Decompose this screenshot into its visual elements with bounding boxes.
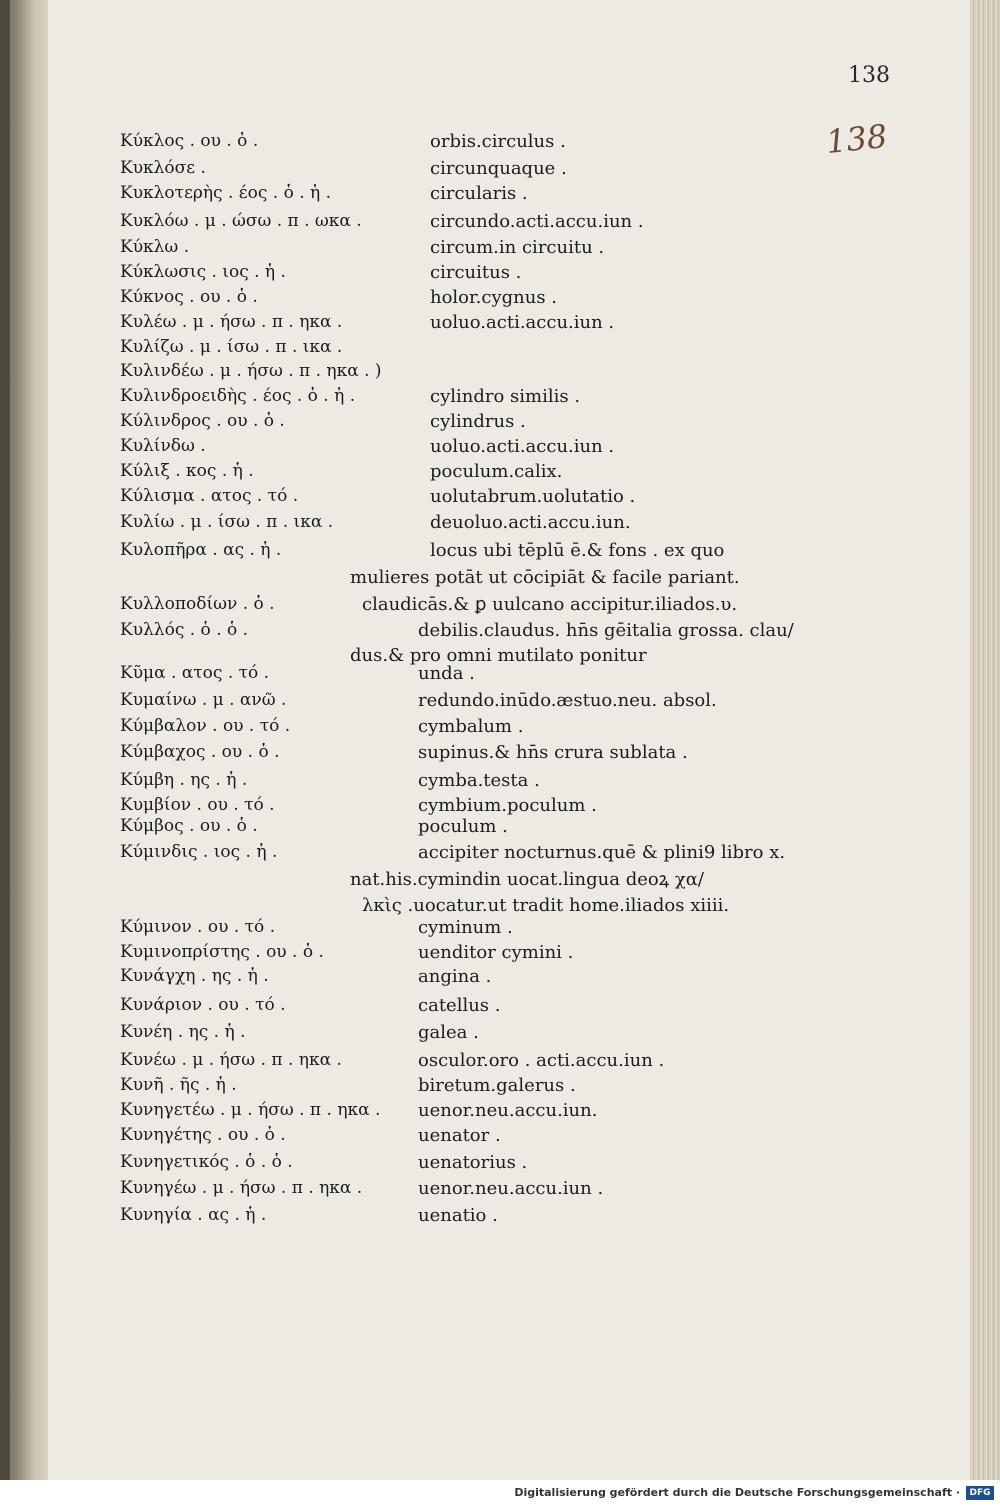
printed-folio-number: 138 — [848, 63, 890, 88]
entry-latin-gloss: angina . — [418, 966, 492, 987]
entry-latin-gloss: debilis.claudus. hn̄s gēitalia grossa. clau/ — [418, 620, 794, 641]
entry-latin-gloss: claudicās.& ꝑ uulcano accipitur.iliados.υ. — [362, 594, 738, 615]
entry-latin-gloss: holor.cygnus . — [430, 287, 558, 308]
entry-greek-headword: Κυνηγετέω . μ . ήσω . π . ηκα . — [120, 1100, 381, 1120]
entry-latin-gloss: cymbalum . — [418, 716, 524, 737]
entry-greek-headword: Κυλλοποδίων . ὁ . — [120, 594, 275, 614]
entry-latin-gloss: accipiter nocturnus.quē & plini9 libro x. — [418, 842, 786, 863]
handwritten-folio-number: 138 — [824, 116, 889, 162]
entry-latin-gloss: uenor.neu.accu.iun. — [418, 1100, 598, 1121]
entry-greek-headword: Κύλισμα . ατος . τό . — [120, 486, 299, 506]
entry-latin-gloss: λκὶς .uocatur.ut tradit home.iliados xiiii. — [362, 895, 730, 916]
entry-greek-headword: Κύκλω . — [120, 237, 190, 257]
funding-credit: Digitalisierung gefördert durch die Deutsche Forschungsgemeinschaft · — [514, 1486, 960, 1499]
entry-greek-headword: Κύκλος . ου . ὁ . — [120, 131, 259, 151]
entry-latin-gloss: locus ubi tēplū ē.& fons . ex quo — [430, 540, 725, 561]
entry-greek-headword: Κυμβίον . ου . τό . — [120, 795, 275, 815]
entry-latin-gloss: dus.& pro omni mutilato ponitur — [350, 645, 647, 666]
entry-latin-gloss: redundo.inūdo.æstuo.neu. absol. — [418, 690, 717, 711]
entry-greek-headword: Κυμαίνω . μ . ανῶ . — [120, 690, 287, 710]
entry-latin-gloss: circum.in circuitu . — [430, 237, 605, 258]
entry-latin-gloss: circuitus . — [430, 262, 522, 283]
entry-greek-headword: Κυνηγέτης . ου . ὁ . — [120, 1125, 286, 1145]
entry-greek-headword: Κύμβη . ης . ἡ . — [120, 770, 248, 790]
entry-greek-headword: Κυκλόσε . — [120, 158, 206, 178]
entry-greek-headword: Κυνηγετικός . ὁ . ὁ . — [120, 1152, 293, 1172]
entry-latin-gloss: circunquaque . — [430, 158, 567, 179]
entry-greek-headword: Κυνηγέω . μ . ήσω . π . ηκα . — [120, 1178, 363, 1198]
entry-latin-gloss: catellus . — [418, 995, 501, 1016]
entry-latin-gloss: unda . — [418, 663, 475, 684]
entry-greek-headword: Κυλλός . ὁ . ὁ . — [120, 620, 249, 640]
entry-greek-headword: Κυλίνδω . — [120, 436, 206, 456]
entry-greek-headword: Κύμινον . ου . τό . — [120, 917, 276, 937]
entry-latin-gloss: nat.his.cymindin uocat.lingua deoꝝ χα/ — [350, 869, 704, 890]
entry-greek-headword: Κυλίζω . μ . ίσω . π . ικα . — [120, 337, 343, 357]
entry-latin-gloss: galea . — [418, 1022, 479, 1043]
entry-latin-gloss: uenatio . — [418, 1205, 498, 1226]
dfg-logo-icon: DFG — [966, 1486, 994, 1500]
entry-latin-gloss: cyminum . — [418, 917, 513, 938]
entry-latin-gloss: cylindrus . — [430, 411, 526, 432]
entry-greek-headword: Κυνέη . ης . ἡ . — [120, 1022, 246, 1042]
entry-greek-headword: Κύμβαλον . ου . τό . — [120, 716, 291, 736]
entry-latin-gloss: uoluo.acti.accu.iun . — [430, 312, 615, 333]
entry-latin-gloss: uenatorius . — [418, 1152, 528, 1173]
entry-latin-gloss: cylindro similis . — [430, 386, 581, 407]
entry-greek-headword: Κύλιξ . κος . ἡ . — [120, 461, 254, 481]
entry-latin-gloss: osculor.oro . acti.accu.iun . — [418, 1050, 665, 1071]
entry-latin-gloss: uoluo.acti.accu.iun . — [430, 436, 615, 457]
entry-greek-headword: Κύμινδις . ιος . ἡ . — [120, 842, 278, 862]
entry-greek-headword: Κῦμα . ατος . τό . — [120, 663, 270, 683]
entry-latin-gloss: uolutabrum.uolutatio . — [430, 486, 636, 507]
entry-greek-headword: Κυνῆ . ῆς . ἡ . — [120, 1075, 237, 1095]
entry-greek-headword: Κυλινδέω . μ . ήσω . π . ηκα . ) — [120, 361, 382, 381]
entry-latin-gloss: deuoluo.acti.accu.iun. — [430, 512, 631, 533]
entry-latin-gloss: supinus.& hn̄s crura sublata . — [418, 742, 688, 763]
entry-greek-headword: Κύκνος . ου . ὁ . — [120, 287, 258, 307]
entry-latin-gloss: poculum.calix. — [430, 461, 563, 482]
entry-greek-headword: Κυκλόω . μ . ώσω . π . ωκα . — [120, 211, 362, 231]
entry-greek-headword: Κυλινδροειδὴς . έος . ὁ . ἡ . — [120, 386, 356, 406]
entry-latin-gloss: poculum . — [418, 816, 508, 837]
entry-greek-headword: Κύκλωσις . ιος . ἡ . — [120, 262, 286, 282]
entry-greek-headword: Κυλοπῆρα . ας . ἡ . — [120, 540, 282, 560]
entry-greek-headword: Κυνέω . μ . ήσω . π . ηκα . — [120, 1050, 342, 1070]
entry-greek-headword: Κυκλοτερὴς . έος . ὁ . ἡ . — [120, 183, 332, 203]
entry-greek-headword: Κυνηγία . ας . ἡ . — [120, 1205, 267, 1225]
footer-bar — [0, 1480, 1000, 1509]
entry-greek-headword: Κυλέω . μ . ήσω . π . ηκα . — [120, 312, 343, 332]
entry-latin-gloss: cymba.testa . — [418, 770, 540, 791]
entry-latin-gloss: orbis.circulus . — [430, 131, 566, 152]
entry-greek-headword: Κύμβαχος . ου . ὁ . — [120, 742, 280, 762]
entry-latin-gloss: biretum.galerus . — [418, 1075, 576, 1096]
entry-greek-headword: Κύλινδρος . ου . ὁ . — [120, 411, 285, 431]
entry-latin-gloss: circularis . — [430, 183, 528, 204]
entry-latin-gloss: mulieres potāt ut cōcipiāt & facile pariant. — [350, 567, 740, 588]
entry-greek-headword: Κυμινοπρίστης . ου . ὁ . — [120, 942, 324, 962]
entry-greek-headword: Κυνάγχη . ης . ἡ . — [120, 966, 269, 986]
entry-latin-gloss: uenor.neu.accu.iun . — [418, 1178, 604, 1199]
entry-latin-gloss: circundo.acti.accu.iun . — [430, 211, 644, 232]
entry-latin-gloss: cymbium.poculum . — [418, 795, 597, 816]
entry-latin-gloss: uenditor cymini . — [418, 942, 574, 963]
entry-greek-headword: Κυλίω . μ . ίσω . π . ικα . — [120, 512, 334, 532]
entry-latin-gloss: uenator . — [418, 1125, 501, 1146]
entry-greek-headword: Κυνάριον . ου . τό . — [120, 995, 286, 1015]
entry-greek-headword: Κύμβος . ου . ὁ . — [120, 816, 258, 836]
